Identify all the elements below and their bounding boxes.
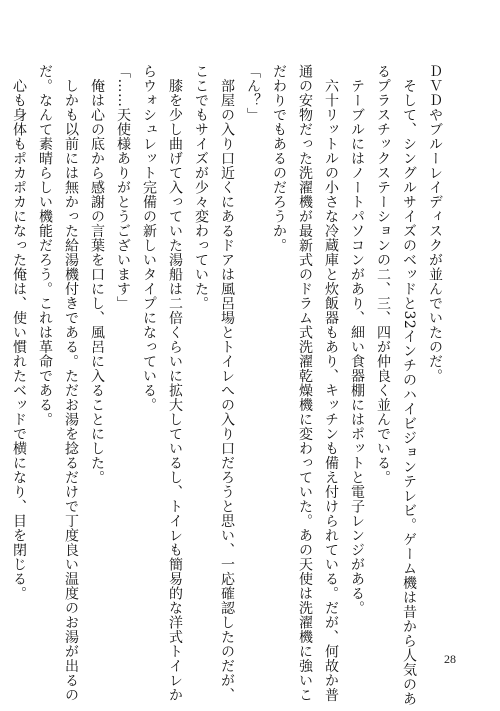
text-line: だ。なんて素晴らしい機能だろう。これは革命である。 (37, 64, 53, 427)
text-line: 俺は心の底から感謝の言葉を口にし、風呂に入ることにした。 (89, 64, 105, 485)
text-line: しかも以前には無かった給湯機付きである。ただお湯を捻るだけで丁度良い温度のお湯が出るの (63, 64, 79, 702)
text-line: るプラスチックステーションの二、三、四が仲良く並んでいる。 (375, 64, 391, 485)
text-line: 膝を少し曲げて入っていた湯船は二倍くらいに拡大しているし、トイレも簡易的な洋式トイレか (167, 64, 183, 702)
text-line: らウォシュレット完備の新しいタイプになっている。 (141, 64, 157, 412)
text-line: そして、シングルサイズのベッドと32インチのハイビジョンテレビ。ゲーム機は昔から人気のあ (401, 64, 417, 707)
text-line: 通の安物だった洗濯機が最新式のドラム式洗濯乾燥機に変わっていた。あの天使は洗濯機に強いこ (297, 64, 313, 702)
text-line: ＤＶＤやブルーレイディスクが並んでいたのだ。 (427, 64, 443, 383)
text-line: テーブルにはノートパソコンがあり、細い食器棚にはポットと電子レンジがある。 (349, 64, 365, 615)
text-line: 心も身体もポカポカになった俺は、使い慣れたベッドで横になり、目を閉じる。 (11, 64, 27, 601)
text-line: だわりでもあるのだろうか。 (271, 64, 287, 253)
page-number: 28 (444, 652, 456, 666)
text-line: ここでもサイズが少々変わっていた。 (193, 64, 209, 311)
text-line: 部屋の入り口近くにあるドアは風呂場とトイレへの入り口だろうと思い、一応確認したのだが、 (219, 64, 235, 702)
text-line: 六十リットルの小さな冷蔵庫と炊飯器もあり、キッチンも備え付けられている。だが、何故か普 (323, 64, 339, 702)
text-line: 「……天使様ありがとうございます」 (115, 64, 131, 311)
text-line: 「ん？」 (245, 64, 261, 122)
body-text (6, 64, 448, 707)
